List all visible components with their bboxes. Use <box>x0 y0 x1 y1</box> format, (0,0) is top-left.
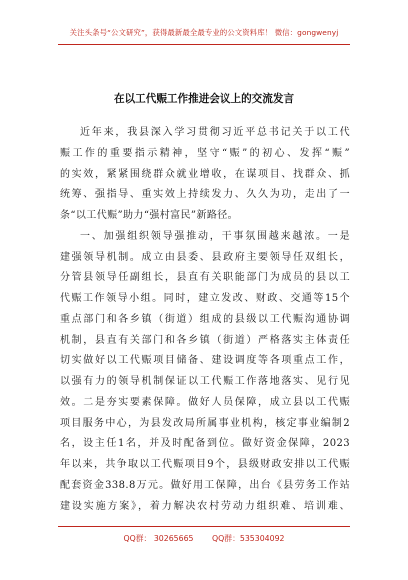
paragraph-line: 条“以工代赈”助力“强村富民”新路径。 <box>60 210 239 221</box>
paragraph-line: 效。二是夯实要素保障。做好人员保障，成立县以工代赈 <box>60 396 350 408</box>
paragraph-line: 配套资金338.8万元。做好用工保障，出台《县劳务工作站 <box>60 479 350 491</box>
paragraph-1 <box>60 123 350 227</box>
paragraph-line: 建设实施方案》，着力解决农村劳动力组织难、培训难、 <box>60 500 350 512</box>
footer-contacts <box>0 533 408 544</box>
paragraph-line: 建强领导机制。成立由县委、县政府主要领导任双组长， <box>60 251 350 263</box>
paragraph-line: 以强有力的领导机制保证以工代赈工作落地落实、见行见 <box>60 376 350 387</box>
paragraph-line: 名，设主任1名，并及时配备到位。做好资金保障，2023 <box>60 438 350 450</box>
paragraph-line: 一、加强组织领导强推动，干事氛围越来越浓。一是 <box>80 230 350 242</box>
header-note: 关注头条号“公文研究”，获得最新最全最专业的公文资料库！ 微信：gongwenyj <box>69 28 339 37</box>
paragraph-line: 重点部门和各乡镇（街道）组成的县级以工代赈沟通协调 <box>60 313 350 325</box>
paragraph-line: 年以来，共争取以工代赈项目9个，县级财政安排以工代赈 <box>60 459 350 470</box>
footer-qq-group-1: QQ群： 30265665 <box>123 534 194 543</box>
header-divider <box>58 44 350 45</box>
paragraph-line: 代赈工作领导小组。同时，建立发改、财政、交通等15个 <box>60 293 350 304</box>
paragraph-line: 统筹、强指导、重实效上持续发力、久久为功，走出了一 <box>60 189 350 201</box>
paragraph-line: 赈工作的重要指示精神，坚守“赈”的初心、发挥“赈” <box>60 147 350 159</box>
document-title: 在以工代赈工作推进会议上的交流发言 <box>113 93 295 105</box>
paragraph-line: 近年来，我县深入学习贯彻习近平总书记关于以工代 <box>80 127 350 138</box>
footer-qq-group-2: QQ群：535304092 <box>212 534 285 543</box>
paragraph-2 <box>60 227 350 518</box>
paragraph-line: 分管县领导任副组长，县直有关职能部门为成员的县以工 <box>60 272 350 284</box>
footer-divider <box>58 526 350 527</box>
paragraph-line: 项目服务中心，为县发改局所属事业机构，核定事业编制2 <box>60 417 350 429</box>
document-body <box>60 123 350 517</box>
paragraph-line: 机制，县直有关部门和各乡镇（街道）严格落实主体责任 <box>60 334 350 346</box>
paragraph-line: 的实效，紧紧围绕群众就业增收，在谋项目、找群众、抓 <box>60 168 350 180</box>
paragraph-line: 切实做好以工代赈项目储备、建设调度等各项重点工作， <box>60 355 350 367</box>
